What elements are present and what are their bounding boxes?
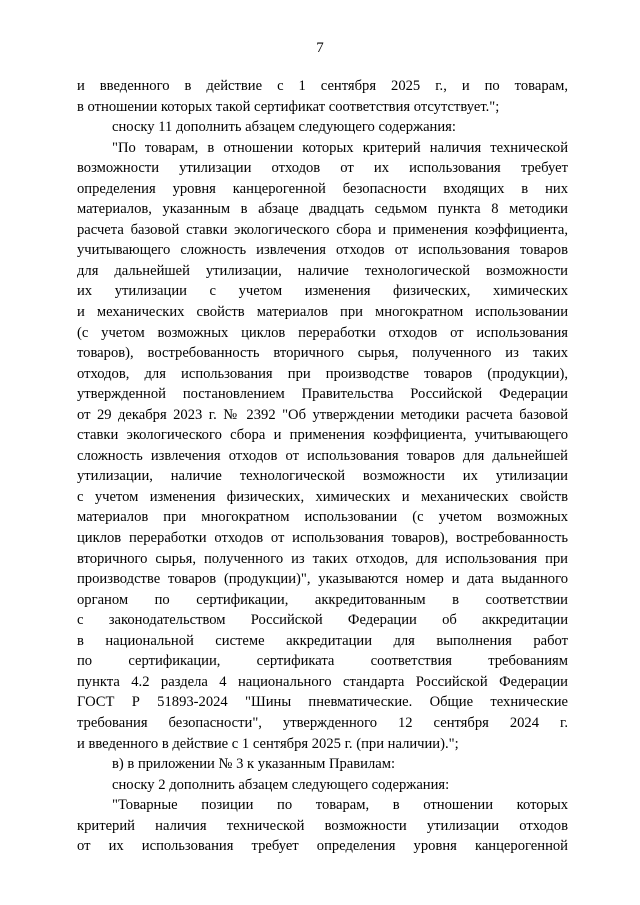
text-line: определения уровня канцерогенной безопасности входящих в них <box>77 180 568 197</box>
page-number: 7 <box>316 40 324 56</box>
text-line: утвержденной постановлением Правительства Российской Федерации <box>77 386 568 403</box>
text-line: материалов, указанным в абзаце двадцать седьмом пункта 8 методики <box>77 201 568 218</box>
text-line: с законодательством Российской Федерации об аккредитации <box>77 612 568 629</box>
text-line: для дальнейшей утилизации, наличие технологической возможности <box>77 262 568 279</box>
text-line: органом по сертификации, аккредитованным в соответствии <box>77 591 568 608</box>
text-line: в национальной системе аккредитации для выполнения работ <box>77 632 568 649</box>
text-line: вторичного сырья, полученного из таких отходов, для использования при <box>77 550 568 567</box>
text-line: от 29 декабря 2023 г. № 2392 "Об утверждении методики расчета базовой <box>77 406 568 423</box>
text-line: учитывающего сложность извлечения отходов от использования товаров <box>77 242 568 259</box>
text-line: товаров), востребованность вторичного сырья, полученного из таких <box>77 345 568 362</box>
text-line: сноску 11 дополнить абзацем следующего содержания: <box>112 119 456 136</box>
text-line: расчета базовой ставки экологического сбора и применения коэффициента, <box>77 221 568 238</box>
text-line: ГОСТ Р 51893-2024 "Шины пневматические. Общие технические <box>77 694 568 711</box>
text-line: ставки экологического сбора и применения коэффициента, учитывающего <box>77 427 568 444</box>
text-line: материалов при многократном использовании (с учетом возможных <box>77 509 568 526</box>
text-line: требования безопасности", утвержденного 12 сентября 2024 г. <box>77 714 568 731</box>
text-line: циклов переработки отходов от использования товаров), востребованность <box>77 530 568 547</box>
text-line: от их использования требует определения уровня канцерогенной <box>77 838 568 855</box>
text-line: и введенного в действие с 1 сентября 2025 г., и по товарам, <box>77 78 568 94</box>
text-line: утилизации, наличие технологической возможности их утилизации <box>77 468 568 485</box>
text-line: "Товарные позиции по товарам, в отношении которых <box>112 797 568 814</box>
text-line: сноску 2 дополнить абзацем следующего содержания: <box>112 776 450 793</box>
text-line: их утилизации с учетом изменения физических, химических <box>77 283 568 300</box>
text-line: производстве товаров (продукции)", указываются номер и дата выданного <box>77 571 568 588</box>
text-line: критерий наличия технической возможности утилизации отходов <box>77 817 568 834</box>
text-line: с учетом изменения физических, химических и механических свойств <box>77 488 568 505</box>
text-line: "По товарам, в отношении которых критерий наличия технической <box>112 139 568 156</box>
text-line: сложность извлечения отходов от использования товаров для дальнейшей <box>77 447 568 464</box>
body-text <box>77 76 568 857</box>
text-line: и введенного в действие с 1 сентября 2025 г. (при наличии)."; <box>77 735 459 752</box>
text-line: в) в приложении № 3 к указанным Правилам: <box>112 756 396 773</box>
text-line: в отношении которых такой сертификат соответствия отсутствует."; <box>77 98 500 115</box>
text-line: по сертификации, сертификата соответствия требованиям <box>77 653 568 670</box>
text-line: и механических свойств материалов при многократном использовании <box>77 304 568 321</box>
text-line: возможности утилизации отходов от их использования требует <box>77 160 568 177</box>
text-line: пункта 4.2 раздела 4 национального стандарта Российской Федерации <box>77 673 568 690</box>
text-line: (с учетом возможных циклов переработки отходов от использования <box>77 324 568 341</box>
text-line: отходов, для использования при производстве товаров (продукции), <box>77 365 568 382</box>
